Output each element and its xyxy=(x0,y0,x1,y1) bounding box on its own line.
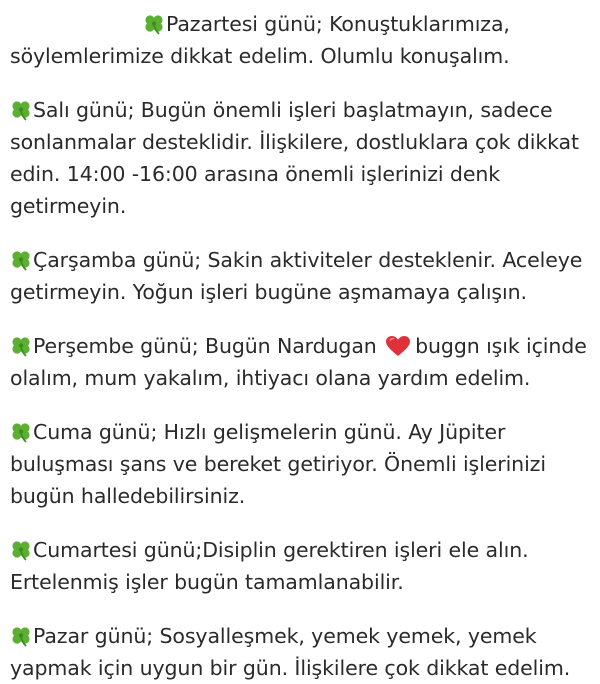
four-leaf-clover-icon xyxy=(10,99,32,121)
day-paragraph-sunday xyxy=(10,620,590,684)
red-heart-icon xyxy=(385,335,411,357)
day-text: Cumartesi günü;Disiplin gerektiren işleri ele alın. Ertelenmiş işler bugün tamamlanabilir. xyxy=(10,538,529,594)
four-leaf-clover-icon xyxy=(10,335,32,357)
day-paragraph-wednesday xyxy=(10,244,590,308)
day-text: Pazar günü; Sosyalleşmek, yemek yemek, yemek yapmak için uygun bir gün. İlişkilere çok dikkat edelim. xyxy=(10,624,571,680)
four-leaf-clover-icon xyxy=(10,421,32,443)
four-leaf-clover-icon xyxy=(10,249,32,271)
day-text: Cuma günü; Hızlı gelişmelerin günü. Ay Jüpiter buluşması şans ve bereket getiriyor. Önemli işlerinizi bugün halledebilirsiniz. xyxy=(10,420,546,508)
day-text: Pazartesi günü; Konuştuklarımıza, söylemlerimize dikkat edelim. Olumlu konuşalım. xyxy=(10,12,510,68)
day-paragraph-monday xyxy=(10,8,590,72)
day-text-after: buggn ışık içinde olalım, mum yakalım, ihtiyacı olana yardım edelim. xyxy=(10,334,587,390)
day-paragraph-thursday xyxy=(10,330,590,394)
day-text-before: Perşembe günü; Bugün Nardugan xyxy=(33,334,377,358)
four-leaf-clover-icon xyxy=(10,539,32,561)
day-paragraph-tuesday xyxy=(10,94,590,222)
four-leaf-clover-icon xyxy=(143,13,165,35)
day-text: Çarşamba günü; Sakin aktiviteler desteklenir. Aceleye getirmeyin. Yoğun işleri bugüne aşmamaya çalışın. xyxy=(10,248,583,304)
four-leaf-clover-icon xyxy=(10,625,32,647)
day-paragraph-saturday xyxy=(10,534,590,598)
day-text: Salı günü; Bugün önemli işleri başlatmayın, sadece sonlanmalar desteklidir. İlişkilere, dostluklara çok dikkat edin. 14:00 -16:00 arasına önemli işlerinizi denk getirmeyin. xyxy=(10,98,579,218)
day-paragraph-friday xyxy=(10,416,590,512)
